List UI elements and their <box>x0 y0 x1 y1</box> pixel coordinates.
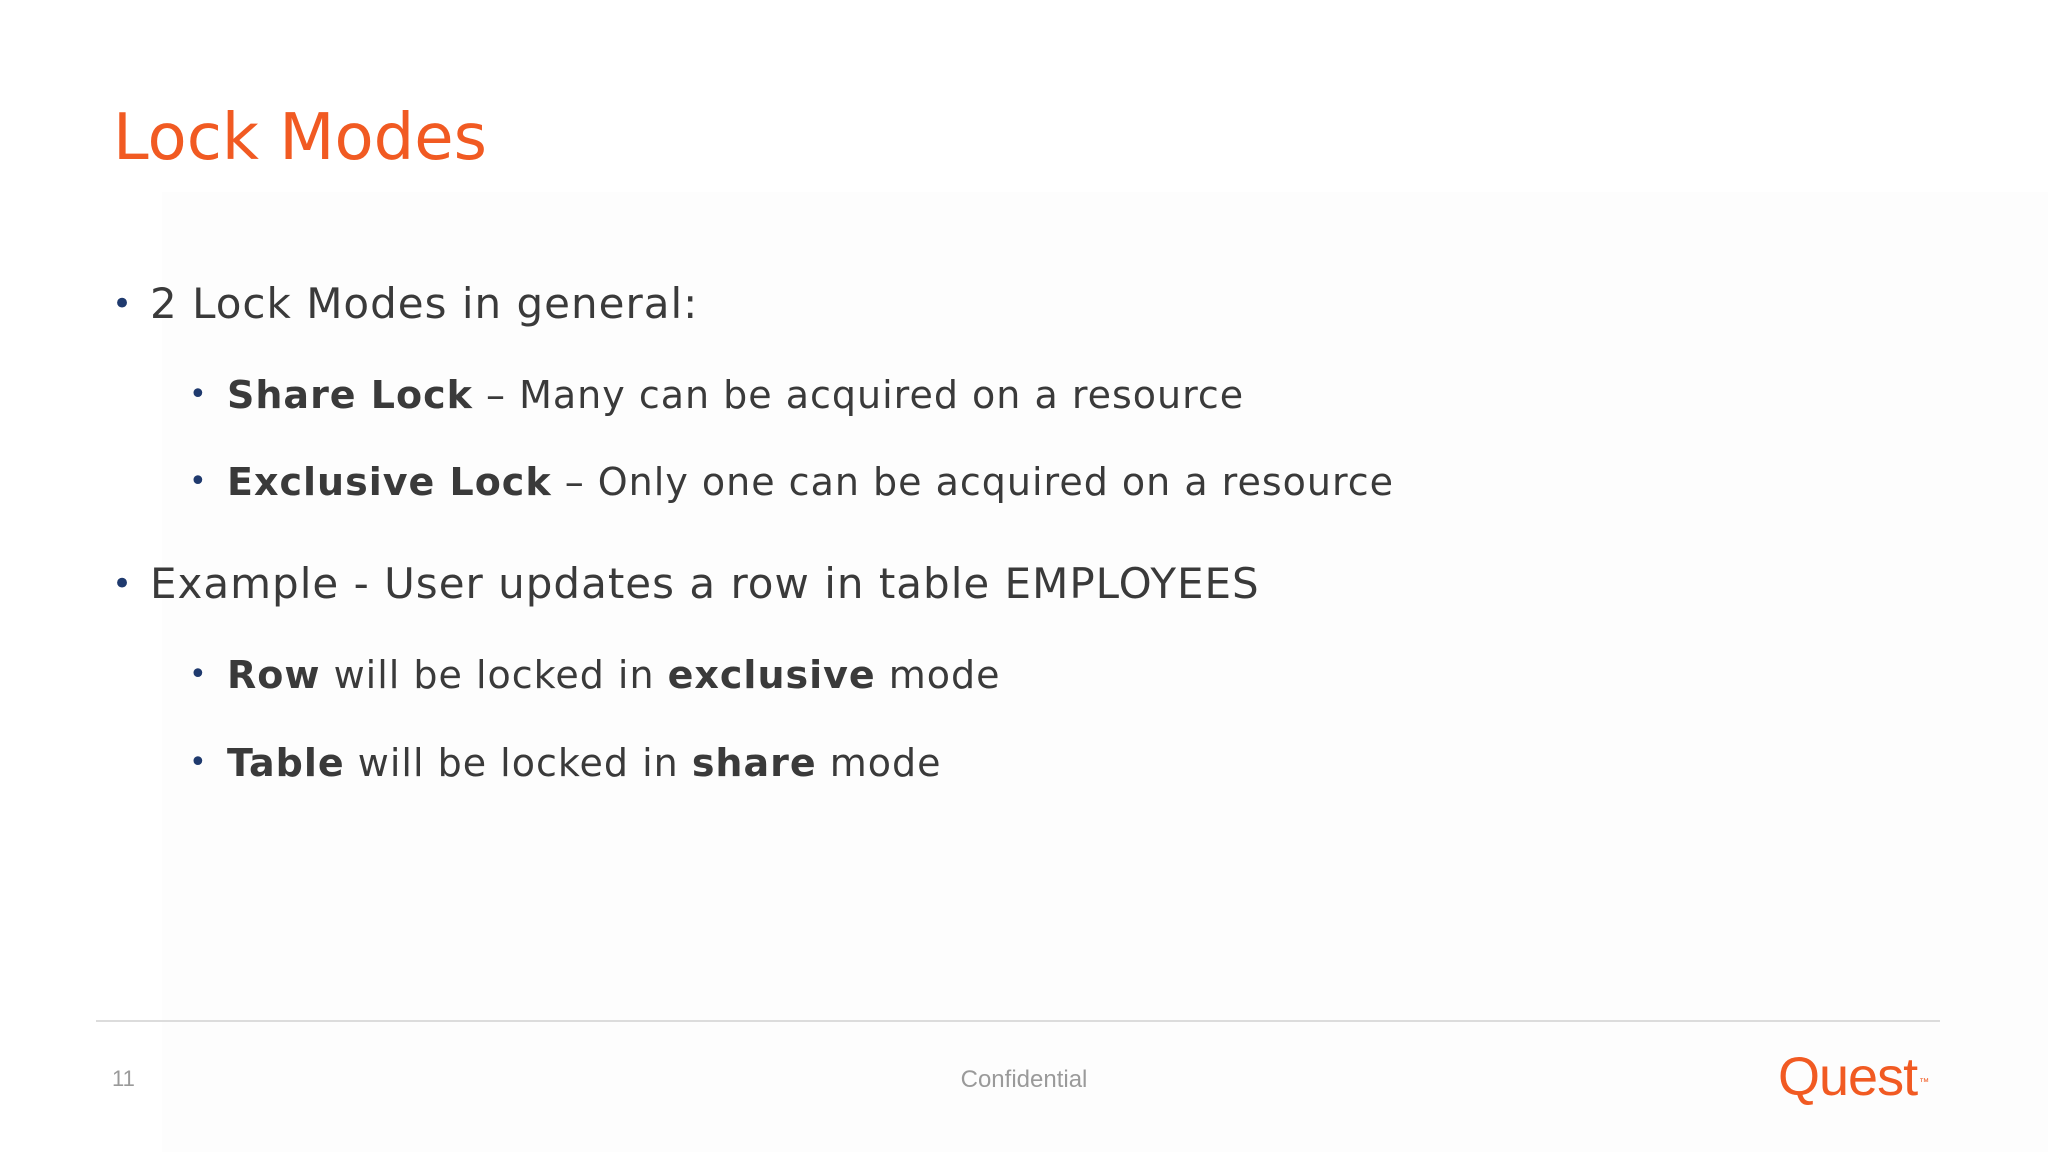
bullet-dot-icon: • <box>189 745 208 780</box>
sub-bullet-share-lock <box>189 370 1245 420</box>
term-table: Table <box>227 741 345 785</box>
page-number: 11 <box>112 1066 135 1091</box>
bullet-dot-icon: • <box>112 564 134 604</box>
bullet-dot-icon: • <box>189 657 208 692</box>
bullet-lock-modes-general <box>112 276 699 332</box>
term-share: share <box>691 741 817 785</box>
bullet-dot-icon: • <box>189 377 208 412</box>
term-exclusive-lock: Exclusive Lock <box>227 460 552 504</box>
term-exclusive: exclusive <box>667 653 876 697</box>
quest-logo <box>1778 1044 1928 1110</box>
sub-bullet-exclusive-lock <box>189 457 1395 507</box>
sub-bullet-mid: will be locked in <box>320 653 668 697</box>
bullet-dot-icon: • <box>112 284 134 324</box>
sub-bullet-description: – Many can be acquired on a resource <box>472 373 1245 417</box>
term-share-lock: Share Lock <box>227 373 473 417</box>
logo-text: Quest <box>1778 1047 1918 1107</box>
slide-title: Lock Modes <box>113 101 487 175</box>
bullet-text: Example - User updates a row in table EMPLOYEES <box>150 559 1260 608</box>
bullet-example <box>112 556 1260 612</box>
term-row: Row <box>227 653 321 697</box>
sub-bullet-rest: mode <box>875 653 1001 697</box>
sub-bullet-description: – Only one can be acquired on a resource <box>551 460 1395 504</box>
footer-divider <box>96 1020 1940 1022</box>
sub-bullet-rest: mode <box>816 741 942 785</box>
sub-bullet-row <box>189 650 1001 700</box>
sub-bullet-table <box>189 738 942 788</box>
confidential-label: Confidential <box>960 1066 1088 1093</box>
trademark-icon: ™ <box>1919 1077 1929 1088</box>
sub-bullet-mid: will be locked in <box>344 741 692 785</box>
bullet-dot-icon: • <box>189 464 208 499</box>
bullet-text: 2 Lock Modes in general: <box>150 279 699 328</box>
